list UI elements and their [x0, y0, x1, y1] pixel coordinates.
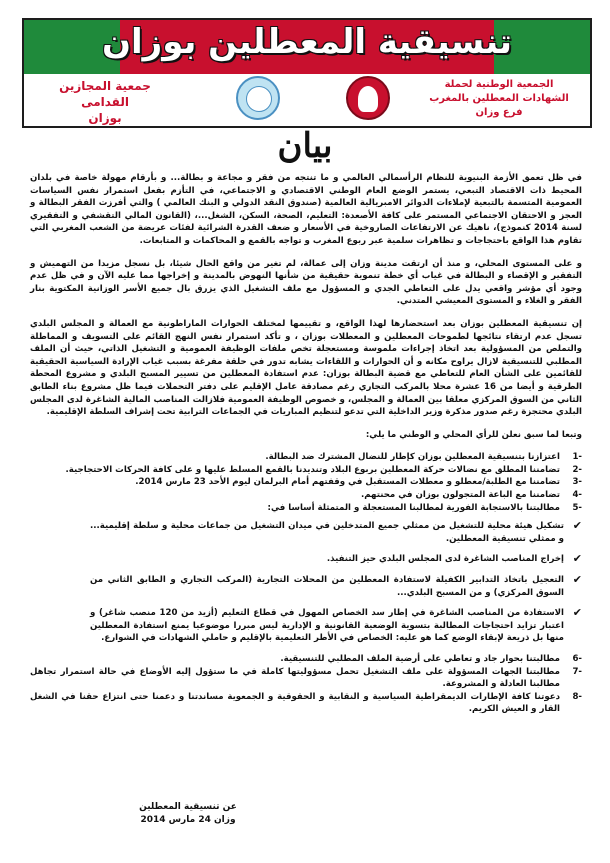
- org-national-association: [424, 78, 574, 120]
- checkmark-icon: ✔: [572, 606, 582, 620]
- list-item: -3 تضامننا مع الطلبة/معطلو و معطلات المستقبل في وقفتهم أمام البرلمان ليوم الأحد 23 مارس 2014.: [135, 477, 582, 488]
- org-veterans-graduates: [40, 78, 170, 126]
- org-left-line: جمعية المجازين: [59, 79, 151, 93]
- org-right-line: الشهادات المعطلين بالمغرب: [429, 93, 569, 104]
- checkmark-icon: ✔: [572, 552, 582, 566]
- checkmark-icon: ✔: [572, 519, 582, 533]
- list-item: ✔ التعجيل باتخاذ التدابير الكفيلة لاستفادة المعطلين من المحلات التجارية (المركب التجاري و الطابق الثاني من السوق المركزي) و من المسبح البلدي...: [90, 573, 582, 598]
- signature-date: وزان 24 مارس 2014: [140, 815, 236, 825]
- org-right-line: فرع وزان: [475, 107, 523, 118]
- list-item: -7 مطالبتنا الجهات المسؤولة على ملف التشغيل تحمل مسؤوليتها كاملة في ما ستؤول إليه الأوضاع في حالة استمرار تجاهل مطالبنا العادلة و المشروعة.: [30, 666, 582, 690]
- declaration-intro: وتبعا لما سبق نعلن للرأي المحلي و الوطني ما يلي:: [365, 429, 582, 440]
- org-left-line: القدامى: [81, 95, 129, 109]
- paragraph-global-crisis: في ظل تعمق الأزمة البنيوية للنظام الرأسمالي العالمي و ما تنتجه من فقر و مجاعة و بطالة... و بأرقام مهولة خاصة في بلدان المحيط ذات الاقتصاد التبعي، يستمر الوضع العام الوطني الاقتصادي و الاجتماعي، في التأزم بفعل استمرار نفس السياسات العمومية المتسمة بالتبعية لإملاءات الدوائر الامبريالية العالمية (صندوق النقد الدولي و البنك العالمي ) والتي أفرزت الفقر البطالة و العجز و الاحتقان الاجتماعي المستمر على كافة الأصعدة: التعليم، الصحة، السكن، الشغل...، (القانون المالي التقشفي و التفقيري لسنة 2014 كنموذج)، ناهيك عن الارتفاعات الصاروخية في الأسعار و ضعف القدرة الشرائية لفئات عريضة من الشعب المغربي التي تقاوم هذا الواقع باحتجاجات و تظاهرات سلمية عبر ربوع المغرب و تواجه بالقمع و المحاكمات و المتابعات.: [30, 173, 582, 246]
- statement-body: [30, 172, 582, 722]
- paragraph-coordination-assessment: إن تنسيقية المعطلين بوزان بعد استحضارها لهذا الواقع، و تقييمها لمختلف الحوارات الماراطونية مع العمالة و المجلس البلدي تسجل عدم ارتقاء نتائجها لطموحات المعطلين و المعطلات بوزان ، و تأكد استمرار نفس النهج القائم على التسويف و المماطلة والتملص من المسؤولية بعد اتخاذ إجراءات ملموسة ومستعجلة تخص ملفات الوظيفة العمومية و التشغيل الذاتي، حيث أن الملف المطلبي للتنسيقية لازال يراوح مكانه و أن الحوارات و اللقاءات يشابه تدور في حلقة مفرغة بسبب غياب الإرادة السياسية الحقيقية للقائمين على الشأن العام للتعاطي مع قضية البطالة بوزان: عدم استفادة المعطلين من تسيير المسبح البلدي و مشروع المحطة الطرقية و أيضا من 16 عشرة محلا بالمركب التجاري رغم مصادقة عامل الإقليم على دفتر التحملات فيما ظل مشروع بناء الطابق الثاني من السوق المركزي معلقا بين العمالة و المجلس، و خصوص الوظيفة العمومية فلازالت المناصب المالية الشاغرة لدى المجلس البلدي محتجزة رغم صدور مذكرة وزير الداخلية التي تدعو لتنظيم المباريات في الجماعات الترابية تحت إشراف السلطة الإقليمية.: [30, 318, 582, 418]
- urgent-demands-list: [30, 520, 582, 645]
- list-item: -8 دعوتنا كافة الإطارات الديمقراطية السياسية و النقابية و الحقوقية و الجمعوية مساندتنا و دعمنا حتى انتزاع حقنا في الشغل القار و العيش الكريم.: [30, 691, 582, 715]
- list-item: ✔ إخراج المناصب الشاغرة لدى المجلس البلدي حيز التنفيذ.: [326, 552, 582, 566]
- list-item: -2 تضامننا المطلق مع نضالات حركة المعطلين بربوع البلاد وتنديدنا بالقمع المسلط عليها و على كافة الحركات الاحتجاجية.: [65, 464, 582, 475]
- signature-org: عن تنسيقية المعطلين: [139, 802, 237, 812]
- demands-list-continued: [30, 653, 582, 716]
- signature-block: [118, 801, 258, 827]
- list-item: -5 مطالبتنا بالاستجابة الفورية لمطالبنا المستعجلة و المتمثلة أساسا في:: [267, 502, 582, 513]
- association-logo-icon: [236, 76, 280, 120]
- org-left-line: بوزان: [88, 111, 122, 125]
- list-item: -6 مطالبتنا بحوار جاد و تعاطي على أرضية الملف المطلبي للتنسيقية.: [280, 654, 582, 664]
- org-right-line: الجمعية الوطنية لحملة: [444, 79, 554, 90]
- list-item: ✔ الاستفادة من المناصب الشاغرة في إطار سد الخصاص المهول في قطاع التعليم (أزيد من 120 منصب شاغر) و اعتبار تزايد احتجاجات المطالبة بتسوية الوضعية القانونية و الإدارية ليس مبررا موضوعيا يمنع استفادة المعطلين منها بل ذريعة لإبقاء الوضع كما هو عليه: الخصاص في الأطر التعليمية بالإقليم و حاملي الشهادات في الشوارع.: [90, 606, 582, 644]
- list-item: -1 اعتزازنا بتنسيقية المعطلين بوزان كإطار للنضال المشترك ضد البطالة.: [265, 452, 582, 463]
- banner-title: تنسيقية المعطلين بوزان: [102, 22, 512, 62]
- paragraph-local-situation: و على المستوى المحلي، و منذ أن ارتقت مدينة وزان إلى عمالة، لم تغير من واقع الحال شيئا، بل نسجل مزيدا من التهميش و التفقير و الإقصاء و البطالة في غياب أي خطة تنموية حقيقية من شأنها النهوض بالمدينة و إخراجها مما عليه الآن و في ظل عدم وجود أي مؤشر واقعي يدل على التعاطي الجدي و المسؤول مع ملف التشغيل الذي يزرق بال جميع الأسر الوزانية المكتوية بنار الفقر و الغلاء و المستوى المعيشي المتدني.: [30, 258, 582, 307]
- checkmark-icon: ✔: [572, 573, 582, 587]
- header-banner: [22, 18, 592, 128]
- demands-list: [30, 451, 582, 514]
- list-item: ✔ تشكيل هيئة محلية للتشغيل من ممثلي جميع المتدخلين في ميدان التشغيل من جماعات محلية و سلطة إقليمية... و ممثلي تنسيقية المعطلين.: [90, 519, 582, 544]
- document-heading: بيان: [277, 126, 333, 166]
- fist-logo-icon: [346, 76, 390, 120]
- list-item: -4 تضامننا مع الباعة المتجولون بوزان في محنتهم.: [361, 490, 582, 501]
